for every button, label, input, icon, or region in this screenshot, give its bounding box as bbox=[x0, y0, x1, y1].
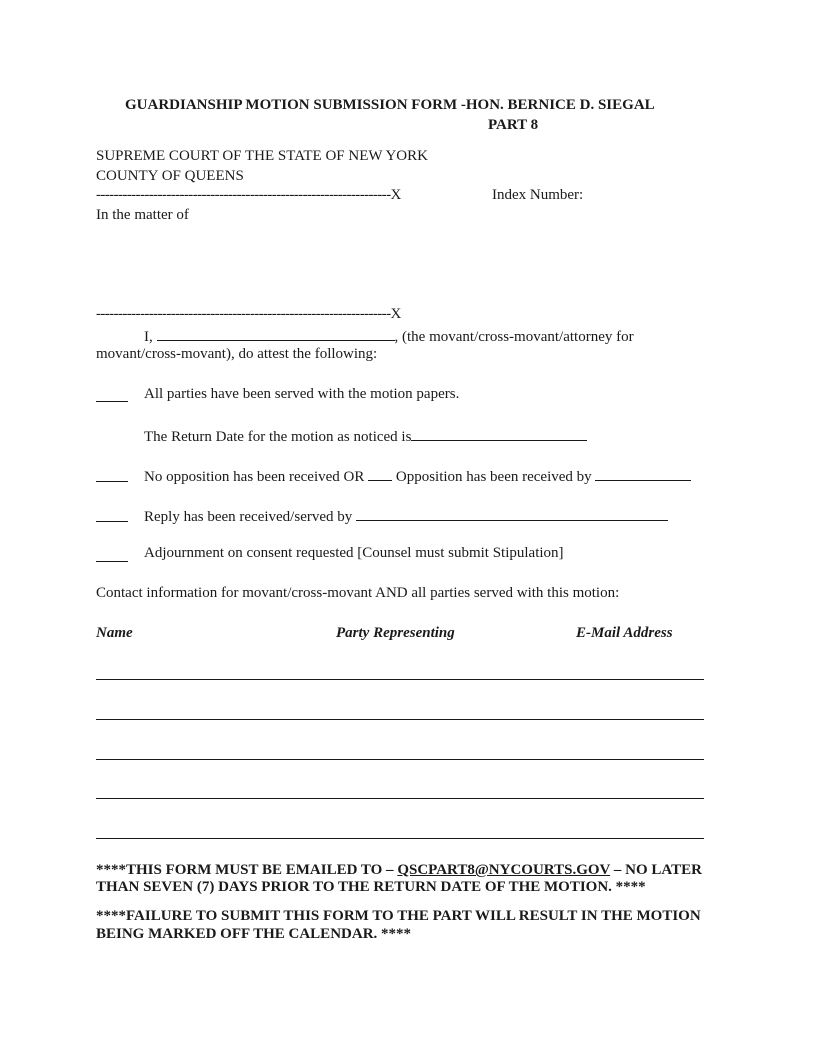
attestant-name-field[interactable] bbox=[157, 327, 395, 341]
reply-checkbox-blank[interactable] bbox=[96, 521, 128, 522]
attestation-line bbox=[144, 327, 634, 345]
matter-label: In the matter of bbox=[96, 207, 189, 223]
email-notice-line-1 bbox=[96, 863, 702, 878]
contact-entry-line[interactable] bbox=[96, 719, 704, 720]
adjournment-text: Adjournment on consent requested [Counsel must submit Stipulation] bbox=[144, 545, 564, 561]
attestation-suffix: , (the movant/cross-movant/attorney for bbox=[394, 329, 634, 345]
return-date-line bbox=[144, 427, 587, 445]
county-name: COUNTY OF QUEENS bbox=[96, 168, 244, 184]
court-email-address: QSCPART8@NYCOURTS.GOV bbox=[397, 862, 611, 878]
return-date-label: The Return Date for the motion as noticed is bbox=[144, 429, 412, 445]
court-name: SUPREME COURT OF THE STATE OF NEW YORK bbox=[96, 148, 428, 164]
email-notice-post: – NO LATER bbox=[613, 862, 702, 878]
no-opposition-checkbox-blank[interactable] bbox=[96, 481, 128, 482]
contact-intro: Contact information for movant/cross-movant AND all parties served with this motion: bbox=[96, 585, 620, 601]
form-title: GUARDIANSHIP MOTION SUBMISSION FORM -HON. BERNICE D. SIEGAL bbox=[125, 97, 655, 113]
column-header-email: E-Mail Address bbox=[576, 625, 673, 641]
caption-separator-bottom: -------------------------------------------------------------------X bbox=[96, 306, 401, 322]
contact-entry-line[interactable] bbox=[96, 838, 704, 839]
adjournment-checkbox-blank[interactable] bbox=[96, 561, 128, 562]
opposition-checkbox-blank[interactable] bbox=[368, 467, 392, 481]
email-notice-line-2: THAN SEVEN (7) DAYS PRIOR TO THE RETURN DATE OF THE MOTION. **** bbox=[96, 879, 646, 895]
attestation-line-2: movant/cross-movant), do attest the following: bbox=[96, 346, 378, 362]
opposition-by-field[interactable] bbox=[595, 467, 691, 481]
caption-separator-top: -------------------------------------------------------------------X bbox=[96, 187, 401, 203]
served-checkbox-blank[interactable] bbox=[96, 401, 128, 402]
no-opposition-text: No opposition has been received OR bbox=[144, 469, 365, 485]
reply-by-field[interactable] bbox=[356, 507, 668, 521]
reply-text: Reply has been received/served by bbox=[144, 509, 353, 525]
return-date-field[interactable] bbox=[411, 427, 587, 441]
form-part: PART 8 bbox=[488, 117, 539, 133]
contact-entry-line[interactable] bbox=[96, 759, 704, 760]
opposition-line bbox=[144, 467, 691, 485]
index-number-label: Index Number: bbox=[492, 187, 584, 203]
failure-notice-line-1: ****FAILURE TO SUBMIT THIS FORM TO THE PART WILL RESULT IN THE MOTION bbox=[96, 908, 701, 924]
contact-entry-line[interactable] bbox=[96, 679, 704, 680]
column-header-name: Name bbox=[96, 625, 133, 641]
failure-notice-line-2: BEING MARKED OFF THE CALENDAR. **** bbox=[96, 926, 412, 942]
contact-entry-line[interactable] bbox=[96, 798, 704, 799]
served-text: All parties have been served with the motion papers. bbox=[144, 386, 460, 402]
attestation-prefix: I, bbox=[144, 329, 153, 345]
reply-line bbox=[144, 507, 668, 525]
column-header-party: Party Representing bbox=[336, 625, 455, 641]
opposition-text: Opposition has been received by bbox=[395, 469, 592, 485]
email-notice-pre: ****THIS FORM MUST BE EMAILED TO – bbox=[96, 862, 394, 878]
